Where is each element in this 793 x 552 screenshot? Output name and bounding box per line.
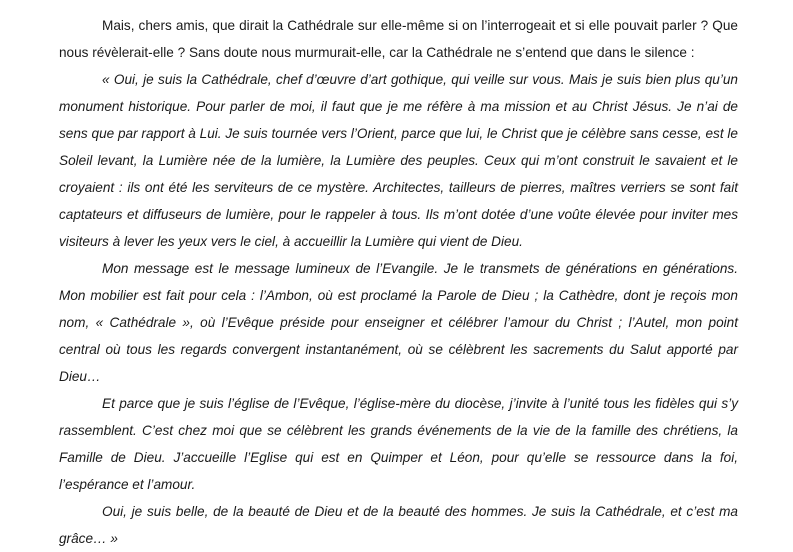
document-page <box>59 12 738 552</box>
paragraph-cathedral-speaks: « Oui, je suis la Cathédrale, chef d’œuvre d’art gothique, qui veille sur vous. Mais je suis bien plus qu’un monument historique. Pour parler de moi, il faut que je me réfère à ma mission et au Christ Jésus. Je n’ai de sens que par rapport à Lui. Je suis tournée vers l’Orient, parce que lui, le Christ que je célèbre sans cesse, est le Soleil levant, la Lumière née de la lumière, la Lumière des peuples. Ceux qui m’ont construit le savaient et le croyaient : ils ont été les serviteurs de ce mystère. Architectes, tailleurs de pierres, maîtres verriers se sont fait captateurs et diffuseurs de lumière, pour le rappeler à tous. Ils m’ont dotée d’une voûte élevée pour inviter mes visiteurs à lever les yeux vers le ciel, à accueillir la Lumière qui vient de Dieu. <box>59 72 738 249</box>
paragraph-intro: Mais, chers amis, que dirait la Cathédrale sur elle-même si on l’interrogeait et si elle pouvait parler ? Que nous révèlerait-elle ? Sans doute nous murmurait-elle, car la Cathédrale ne s’entend que dans le silence : <box>59 18 738 60</box>
paragraph-closing: Oui, je suis belle, de la beauté de Dieu et de la beauté des hommes. Je suis la Cathédrale, et c’est ma grâce… » <box>59 504 738 546</box>
paragraph-unity: Et parce que je suis l’église de l’Evêque, l’église-mère du diocèse, j’invite à l’unité tous les fidèles qui s’y rassemblent. C’est chez moi que se célèbrent les grands événements de la vie de la famille des chrétiens, la Famille de Dieu. J’accueille l’Eglise qui est en Quimper et Léon, pour qu’elle se ressource dans la foi, l’espérance et l’amour. <box>59 396 738 492</box>
paragraph-message: Mon message est le message lumineux de l’Evangile. Je le transmets de générations en générations. Mon mobilier est fait pour cela : l’Ambon, où est proclamé la Parole de Dieu ; la Cathèdre, dont je reçois mon nom, « Cathédrale », où l’Evêque préside pour enseigner et célébrer l’amour du Christ ; l’Autel, mon point central où tous les regards convergent instantanément, où se célèbrent les sacrements du Salut apporté par Dieu… <box>59 261 738 384</box>
